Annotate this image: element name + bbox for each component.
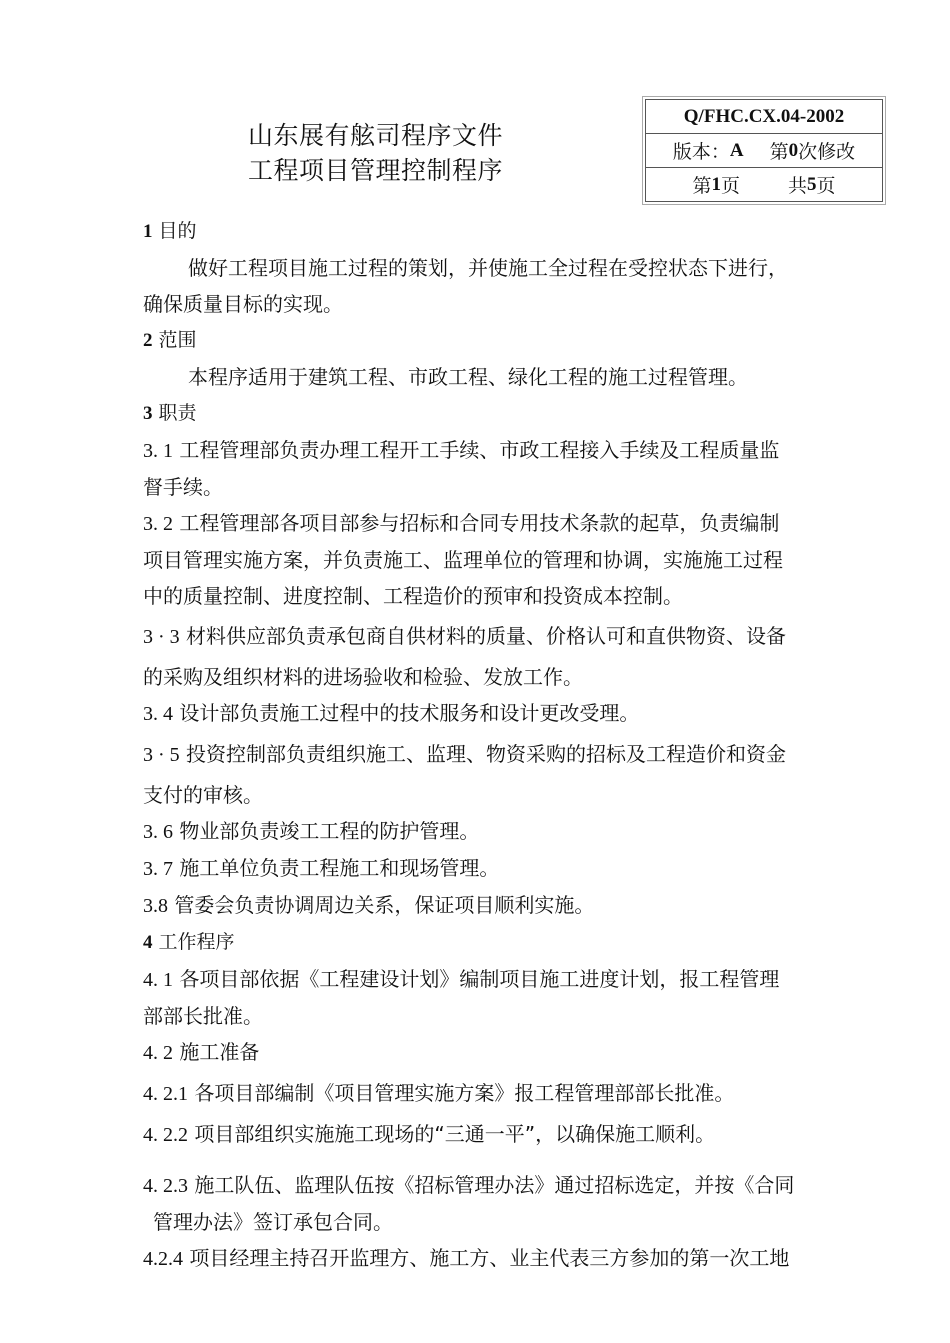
purpose-paragraph-line: 确保质量目标的实现。 [143,292,343,316]
doc-code-row [646,100,882,133]
section-heading-purpose: 1 目的 [143,220,197,242]
section-heading-responsibilities: 3 职责 [143,402,197,424]
purpose-paragraph-line: 做好工程项目施工过程的策划，并使施工全过程在受控状态下进行， [188,256,788,280]
clause-3-1: 3. 1 工程管理部负责办理工程开工手续、市政工程接入手续及工程质量监 督手续。 [143,438,780,499]
doc-code: Q/FHC.CX.04-2002 [683,105,845,127]
clause-3-5: 3 · 5 投资控制部负责组织施工、监理、物资采购的招标及工程造价和资金 支付的审核。 [143,742,787,807]
document-title: 工程项目管理控制程序 [248,156,504,185]
version-label: 版本： [672,141,730,163]
section-heading-procedure: 4 工作程序 [143,931,235,953]
clause-3-7: 3. 7 施工单位负责工程施工和现场管理。 [143,856,500,880]
clause-4-2: 4. 2 施工准备 [143,1040,260,1064]
page-number: 1 [711,173,721,195]
clause-3-6: 3. 6 物业部负责竣工工程的防护管理。 [143,819,480,843]
revision-suffix: 次修改 [798,141,856,163]
clause-3-4: 3. 4 设计部负责施工过程中的技术服务和设计更改受理。 [143,701,640,725]
revision-number: 0 [788,139,799,161]
clause-3-8: 3.8 管委会负责协调周边关系，保证项目顺利实施。 [143,893,595,917]
clause-4-1: 4. 1 各项目部依据《工程建设计划》编制项目施工进度计划，报工程管理 部部长批准。 [143,967,780,1028]
page-prefix: 第 [692,175,712,197]
clause-4-2-3: 4. 2.3 施工队伍、监理队伍按《招标管理办法》通过招标选定，并按《合同 管理办法》签订承包合同。 [143,1173,795,1234]
total-suffix: 页 [816,175,836,197]
version-row [646,133,882,167]
document-control-box [645,99,883,202]
clause-4-2-4: 4.2.4 项目经理主持召开监理方、施工方、业主代表三方参加的第一次工地 [143,1246,790,1270]
clause-3-3: 3 · 3 材料供应部负责承包商自供材料的质量、价格认可和直供物资、设备 的采购及组织材料的进场验收和检验、发放工作。 [143,624,787,689]
clause-3-2: 3. 2 工程管理部各项目部参与招标和合同专用技术条款的起草，负责编制 项目管理实施方案，并负责施工、监理单位的管理和协调，实施施工过程 中的质量控制、进度控制、工程造价的预审和投资成本控制。 [143,511,783,608]
revision-prefix: 第 [769,141,789,163]
document-header-title [248,118,503,188]
version-value: A [729,139,744,161]
scope-paragraph: 本程序适用于建筑工程、市政工程、绿化工程的施工过程管理。 [188,365,748,389]
section-heading-scope: 2 范围 [143,329,197,351]
page-row [646,167,882,201]
clause-4-2-2: 4. 2.2 项目部组织实施施工现场的“三通一平”，以确保施工顺利。 [143,1122,716,1146]
document-body [143,213,883,1277]
company-title: 山东展有舷司程序文件 [248,121,504,150]
total-prefix: 共 [788,175,808,197]
total-pages: 5 [807,173,817,195]
page-suffix: 页 [720,175,740,197]
clause-4-2-1: 4. 2.1 各项目部编制《项目管理实施方案》报工程管理部部长批准。 [143,1081,735,1105]
